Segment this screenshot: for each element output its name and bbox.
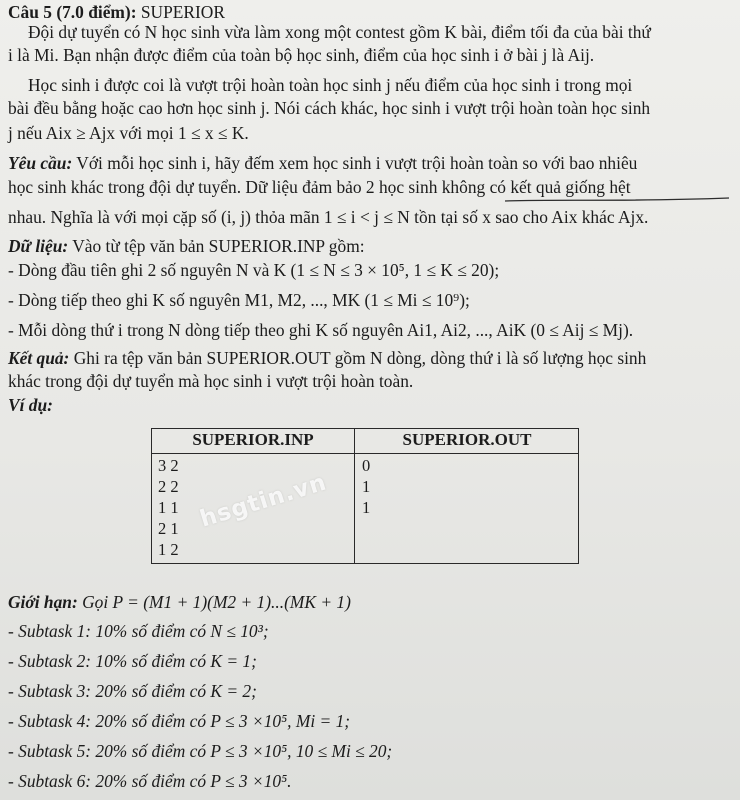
- subtask-3: - Subtask 3: 20% số điểm có K = 2;: [8, 681, 257, 701]
- input-item-1: - Dòng đầu tiên ghi 2 số nguyên N và K (1 ≤ N ≤ 3 × 10⁵, 1 ≤ K ≤ 20);: [8, 260, 500, 280]
- example-table: [151, 428, 579, 564]
- limits-line: [8, 592, 351, 612]
- limits-formula: Gọi P = (M1 + 1)(M2 + 1)...(MK + 1): [82, 592, 351, 612]
- example-input-line-2: 2 2: [158, 477, 179, 496]
- input-file-header: SUPERIOR.INP: [192, 430, 314, 449]
- subtask-5: - Subtask 5: 20% số điểm có P ≤ 3 ×10⁵, 10 ≤ Mi ≤ 20;: [8, 741, 393, 761]
- watermark-text: hsgtin.vn: [197, 469, 330, 533]
- example-output-line-1: 0: [362, 456, 371, 475]
- limits-label: Giới hạn:: [8, 592, 78, 612]
- problem-name: SUPERIOR: [140, 2, 225, 22]
- example-output-line-2: 1: [362, 477, 371, 496]
- input-item-2: - Dòng tiếp theo ghi K số nguyên M1, M2, ..., MK (1 ≤ Mi ≤ 10⁹);: [8, 290, 470, 310]
- statement-line-3: Học sinh i được coi là vượt trội hoàn toàn học sinh j nếu điểm của học sinh i trong mọi: [28, 75, 633, 95]
- example-output-line-3: 1: [362, 498, 371, 517]
- output-section: [8, 348, 646, 368]
- input-label: Dữ liệu:: [8, 236, 69, 256]
- input-item-3: - Mỗi dòng thứ i trong N dòng tiếp theo ghi K số nguyên Ai1, Ai2, ..., AiK (0 ≤ Aij ≤ Mj).: [8, 320, 634, 340]
- subtask-4: - Subtask 4: 20% số điểm có P ≤ 3 ×10⁵, Mi = 1;: [8, 711, 351, 731]
- output-text-1: Ghi ra tệp văn bản SUPERIOR.OUT gồm N dòng, dòng thứ i là số lượng học sinh: [73, 348, 647, 368]
- statement-line-5: j nếu Aix ≥ Ajx với mọi 1 ≤ x ≤ K.: [8, 123, 249, 143]
- output-label: Kết quả:: [8, 348, 70, 368]
- statement-line-4: bài đều bằng hoặc cao hơn học sinh j. Nói cách khác, học sinh i vượt trội hoàn toàn học sinh: [8, 98, 651, 118]
- table-divider-vertical: [354, 429, 355, 563]
- requirement-text-1: Với mỗi học sinh i, hãy đếm xem học sinh i vượt trội hoàn toàn so với bao nhiêu: [76, 153, 638, 173]
- problem-number: Câu 5 (7.0 điểm):: [8, 2, 137, 22]
- requirement-line-1: [8, 153, 637, 173]
- requirement-line-3: nhau. Nghĩa là với mọi cặp số (i, j) thỏa mãn 1 ≤ i < j ≤ N tồn tại số x sao cho Aix khác Ajx.: [8, 207, 649, 227]
- statement-line-2: i là Mi. Bạn nhận được điểm của toàn bộ học sinh, điểm của học sinh i ở bài j là Aij.: [8, 45, 595, 65]
- input-intro: Vào từ tệp văn bản SUPERIOR.INP gồm:: [72, 236, 365, 256]
- output-file-header: SUPERIOR.OUT: [402, 430, 532, 449]
- input-section: [8, 236, 365, 256]
- problem-title: [8, 2, 225, 22]
- output-line-2: khác trong đội dự tuyển mà học sinh i vượt trội hoàn toàn.: [8, 371, 414, 391]
- example-input-line-1: 3 2: [158, 456, 179, 475]
- example-label: Ví dụ:: [8, 395, 53, 415]
- subtask-2: - Subtask 2: 10% số điểm có K = 1;: [8, 651, 257, 671]
- requirement-line-2: học sinh khác trong đội dự tuyển. Dữ liệu đảm bảo 2 học sinh không có kết quả giống hệt: [8, 177, 631, 197]
- pen-underline-mark: [505, 196, 729, 204]
- example-input-line-3: 1 1: [158, 498, 179, 517]
- requirement-label: Yêu cầu:: [8, 153, 73, 173]
- example-input-line-5: 1 2: [158, 540, 179, 559]
- subtask-6: - Subtask 6: 20% số điểm có P ≤ 3 ×10⁵.: [8, 771, 292, 791]
- statement-line-1: Đội dự tuyển có N học sinh vừa làm xong một contest gồm K bài, điểm tối đa của bài thứ: [28, 22, 651, 42]
- table-divider-horizontal: [152, 453, 578, 454]
- example-input-line-4: 2 1: [158, 519, 179, 538]
- subtask-1: - Subtask 1: 10% số điểm có N ≤ 10³;: [8, 621, 269, 641]
